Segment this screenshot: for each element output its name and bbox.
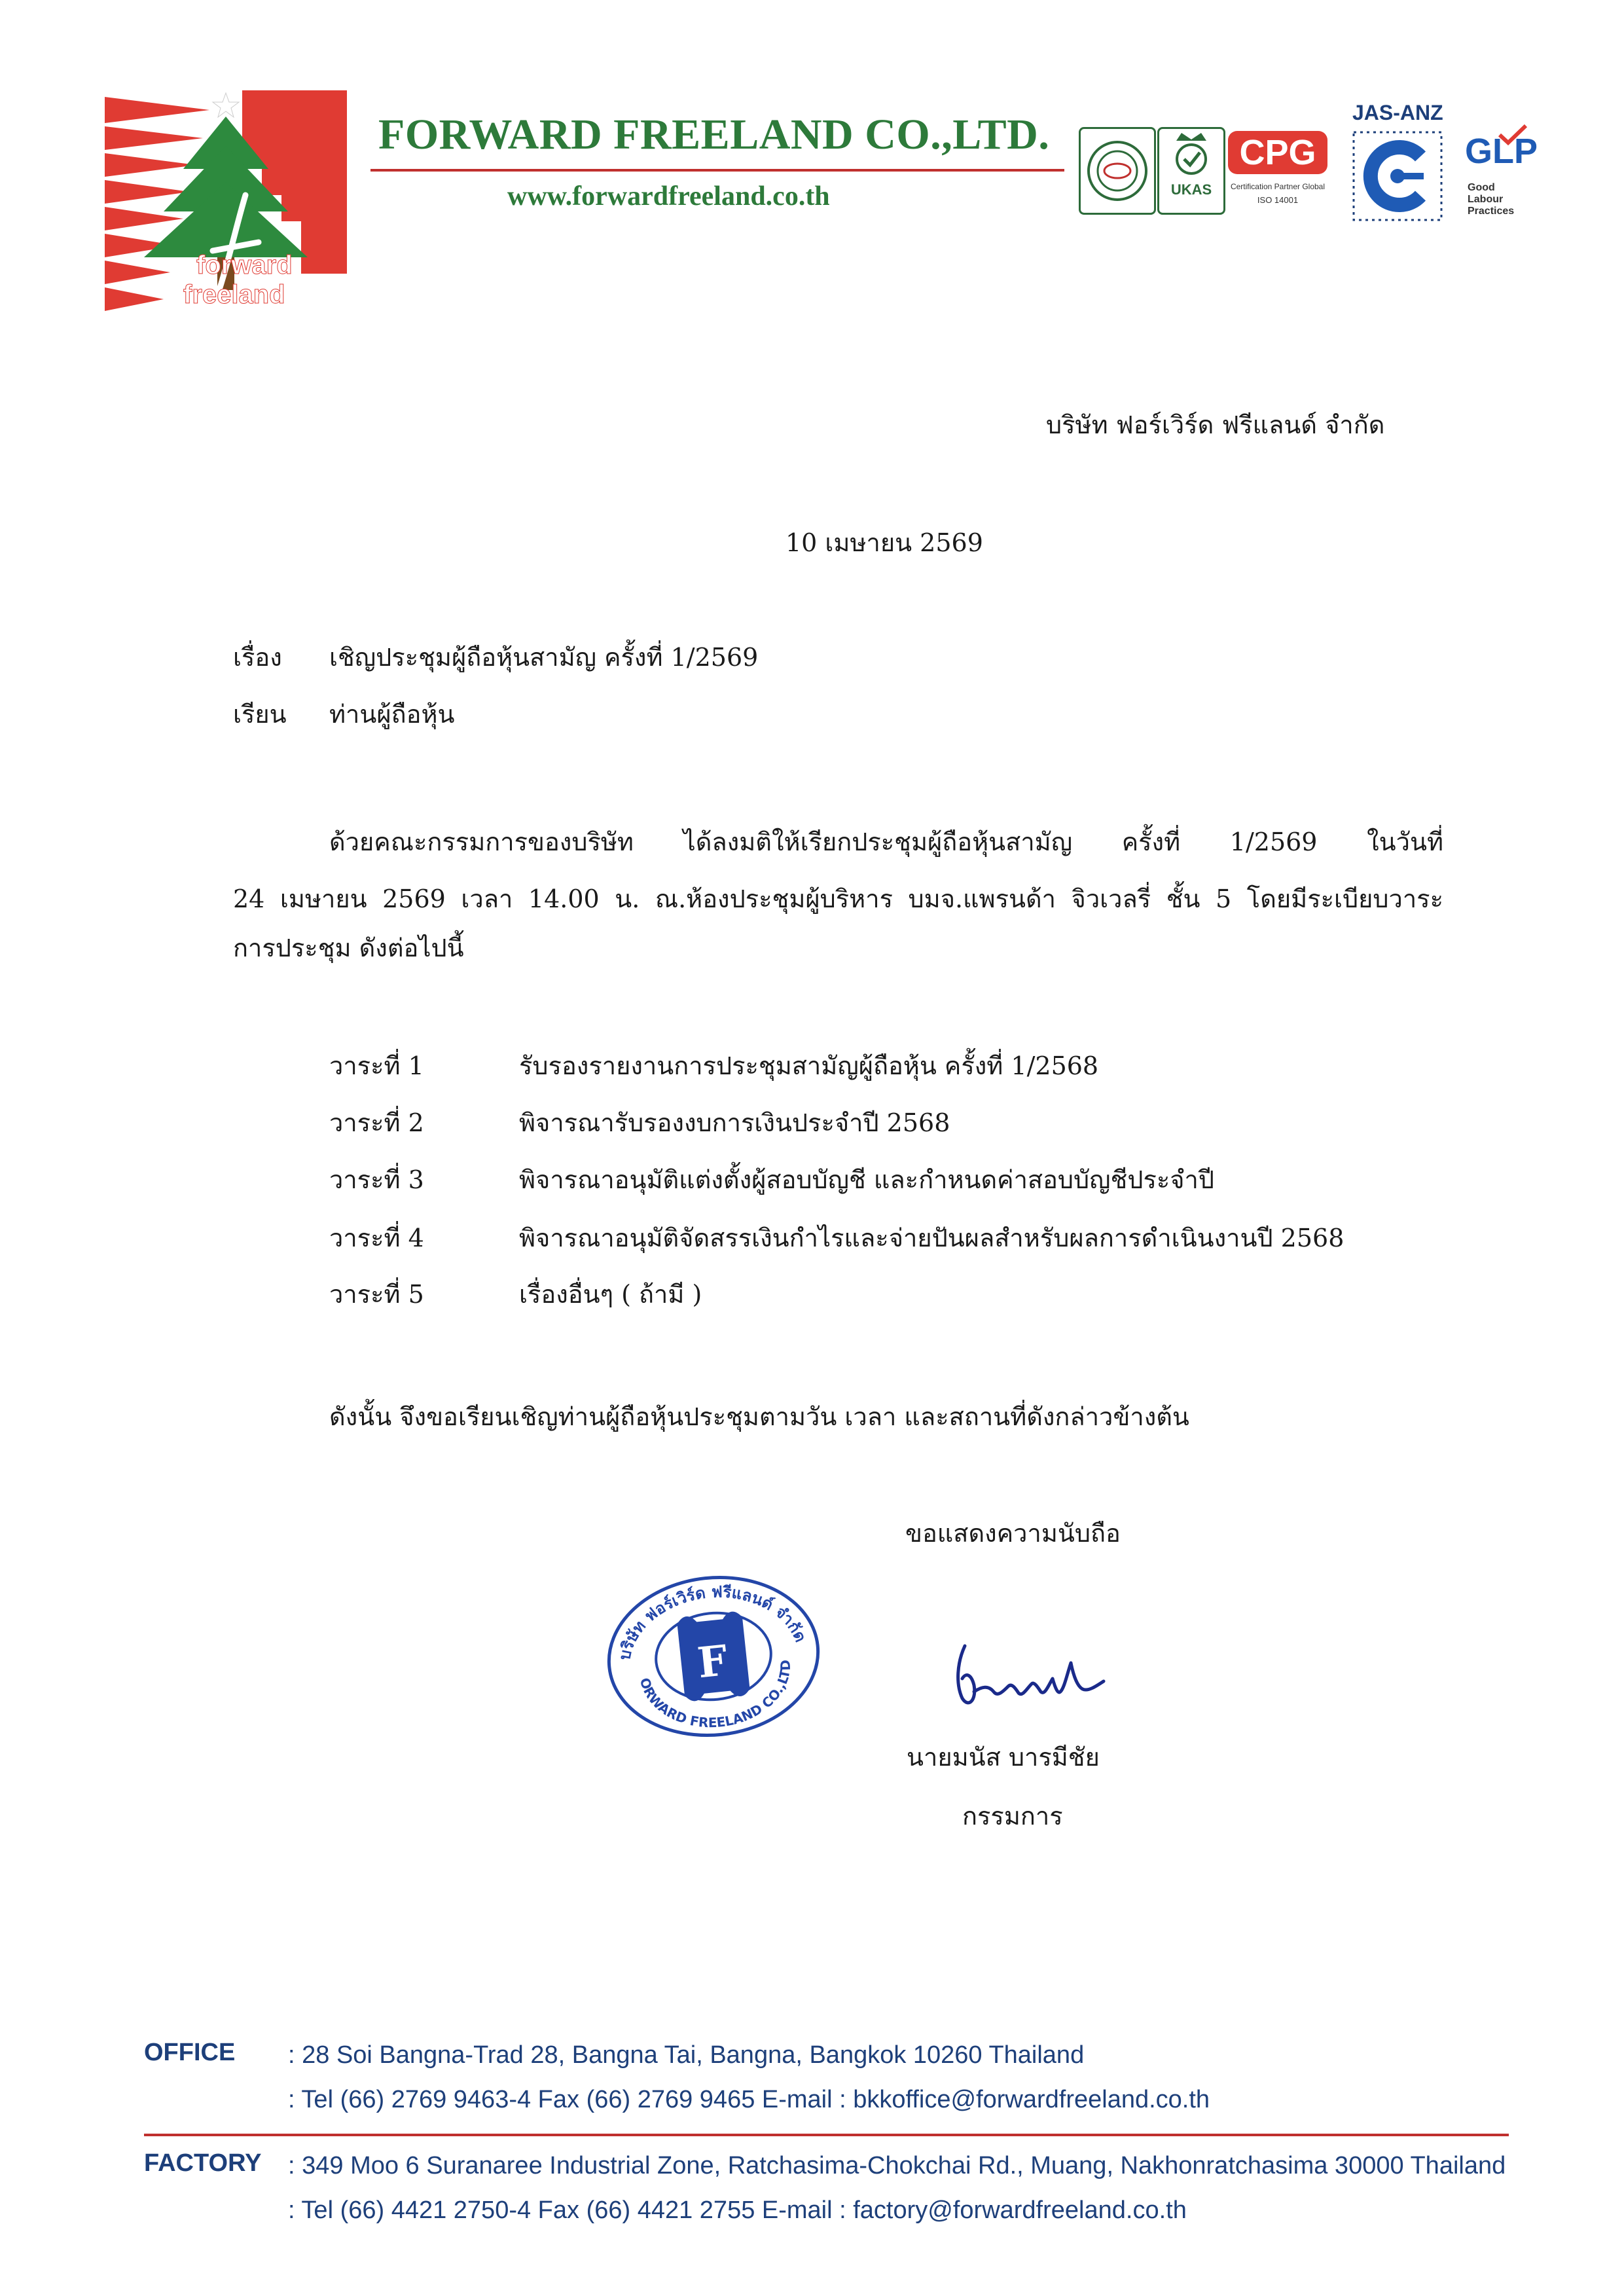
agenda-text-5: เรื่องอื่นๆ ( ถ้ามี ) xyxy=(519,1280,702,1309)
footer-divider xyxy=(144,2134,1509,2136)
office-label: OFFICE xyxy=(144,2039,236,2066)
glp-label: GLP xyxy=(1465,132,1538,171)
urs-seal-icon xyxy=(1081,129,1154,213)
cert-badge-urs xyxy=(1079,127,1156,215)
stamp-seal-icon xyxy=(594,1560,833,1753)
logo-text-freeland: freeland xyxy=(183,280,285,309)
svg-text:F: F xyxy=(695,1636,731,1688)
glp-sub2: Labour xyxy=(1468,194,1504,205)
agenda-label-3: วาระที่ 3 xyxy=(329,1165,424,1194)
subject-text: เชิญประชุมผู้ถือหุ้นสามัญ ครั้งที่ 1/2569 xyxy=(329,643,759,672)
cpg-subtitle: Certification Partner Global xyxy=(1230,182,1326,191)
signer-title: กรรมการ xyxy=(962,1802,1063,1831)
checkmark-icon xyxy=(1496,123,1529,147)
agenda-label-2: วาระที่ 2 xyxy=(329,1108,424,1137)
factory-contact: : Tel (66) 4421 2750-4 Fax (66) 4421 2755 E-mail : factory@forwardfreeland.co.th xyxy=(288,2196,1187,2224)
agenda-text-2: พิจารณารับรองงบการเงินประจำปี 2568 xyxy=(519,1108,950,1137)
agenda-text-1: รับรองรายงานการประชุมสามัญผู้ถือหุ้น ครั้งที่ 1/2568 xyxy=(519,1051,1099,1080)
agenda-label-1: วาระที่ 1 xyxy=(329,1051,424,1080)
jasanz-c-icon xyxy=(1348,127,1447,225)
logo-text-forward: forward xyxy=(196,251,293,280)
to-label: เรียน xyxy=(233,700,287,729)
crown-check-icon xyxy=(1159,129,1223,181)
body-line-1: ด้วยคณะกรรมการของบริษัท ได้ลงมติให้เรียกประชุมผู้ถือหุ้นสามัญ ครั้งที่ 1/2569 ในวันที่ xyxy=(329,828,1443,856)
cpg-label: CPG xyxy=(1228,131,1327,174)
closing-salutation: ขอแสดงความนับถือ xyxy=(905,1519,1121,1548)
office-address: : 28 Soi Bangna-Trad 28, Bangna Tai, Bangna, Bangkok 10260 Thailand xyxy=(288,2041,1085,2069)
body-line-2: 24 เมษายน 2569 เวลา 14.00 น. ณ.ห้องประชุมผู้บริหาร บมจ.แพรนด้า จิวเวลรี่ ชั้น 5 โดยมีระเบียบวาระ xyxy=(233,884,1443,913)
company-stamp xyxy=(594,1560,833,1753)
cert-badge-ukas xyxy=(1157,127,1225,215)
signature xyxy=(943,1637,1113,1724)
cpg-iso: ISO 14001 xyxy=(1257,195,1299,205)
agenda-text-3: พิจารณาอนุมัติแต่งตั้งผู้สอบบัญชี และกำหนดค่าสอบบัญชีประจำปี xyxy=(519,1165,1214,1194)
subject-label: เรื่อง xyxy=(233,643,282,672)
company-logo xyxy=(105,90,347,316)
body-line-3: การประชุม ดังต่อไปนี้ xyxy=(233,934,464,962)
glp-sub3: Practices xyxy=(1468,206,1515,217)
ukas-label: UKAS xyxy=(1170,181,1212,198)
agenda-text-4: พิจารณาอนุมัติจัดสรรเงินกำไรและจ่ายปันผลสำหรับผลการดำเนินงานปี 2568 xyxy=(519,1224,1344,1252)
jasanz-label: JAS-ANZ xyxy=(1352,101,1443,124)
cert-badge-cpg xyxy=(1228,131,1333,216)
svg-text:FORWARD FREELAND CO.,LTD.: FORWARD FREELAND CO.,LTD. xyxy=(594,1570,794,1731)
cert-badge-jasanz xyxy=(1348,101,1447,232)
to-text: ท่านผู้ถือหุ้น xyxy=(329,700,455,729)
closing-paragraph: ดังนั้น จึงขอเรียนเชิญท่านผู้ถือหุ้นประชุมตามวัน เวลา และสถานที่ดังกล่าวข้างต้น xyxy=(329,1402,1189,1431)
header-divider xyxy=(370,169,1064,172)
company-name: FORWARD FREELAND CO.,LTD. xyxy=(378,111,1050,158)
signer-name: นายมนัส บารมีชัย xyxy=(907,1743,1100,1772)
letter-date: 10 เมษายน 2569 xyxy=(785,528,983,557)
agenda-label-5: วาระที่ 5 xyxy=(329,1280,424,1309)
factory-address: : 349 Moo 6 Suranaree Industrial Zone, Ratchasima-Chokchai Rd., Muang, Nakhonratchasima 30000 Thailand xyxy=(288,2152,1506,2179)
glp-sub1: Good xyxy=(1468,182,1495,193)
office-contact: : Tel (66) 2769 9463-4 Fax (66) 2769 9465 E-mail : bkkoffice@forwardfreeland.co.th xyxy=(288,2086,1210,2113)
cert-badge-glp xyxy=(1465,123,1550,221)
company-website: www.forwardfreeland.co.th xyxy=(507,181,830,211)
svg-text:บริษัท ฟอร์เวิร์ด ฟรีแลนด์ จำก: บริษัท ฟอร์เวิร์ด ฟรีแลนด์ จำกัด xyxy=(615,1582,810,1662)
agenda-label-4: วาระที่ 4 xyxy=(329,1224,424,1252)
sender-company: บริษัท ฟอร์เวิร์ด ฟรีแลนด์ จำกัด xyxy=(1046,410,1385,439)
handwritten-signature-icon xyxy=(943,1637,1113,1722)
factory-label: FACTORY xyxy=(144,2149,262,2177)
